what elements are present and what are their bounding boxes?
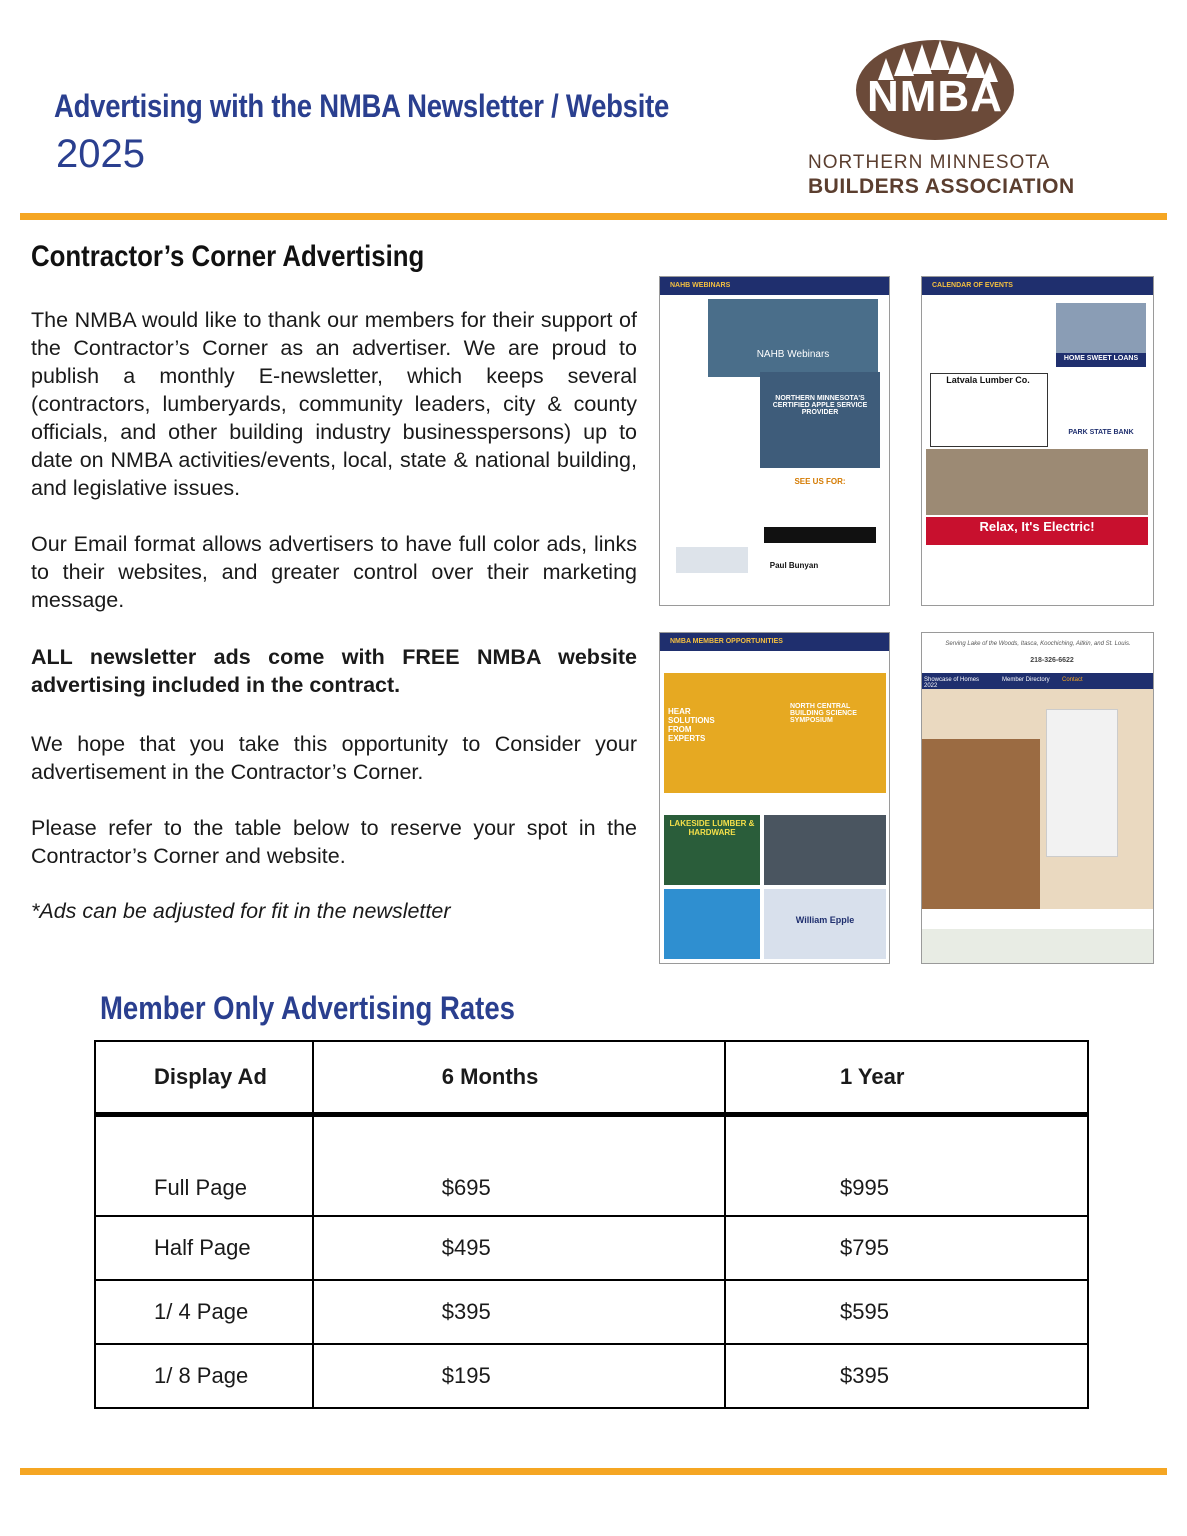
rates-title: Member Only Advertising Rates <box>100 990 515 1026</box>
row-6-month-price: $395 <box>313 1280 725 1344</box>
thumb-phone: 218-326-6622 <box>1030 657 1074 664</box>
thumb-nav-showcase: Showcase of Homes 2022 <box>924 677 980 689</box>
thumb-photo-label: NAHB Webinars <box>756 349 830 360</box>
row-ad-size: Half Page <box>95 1216 313 1280</box>
consider-paragraph: We hope that you take this opportunity to Consider your advertisement in the Contractor’s Corner. <box>31 732 637 784</box>
fit-note: *Ads can be adjusted for fit in the newsletter <box>31 899 451 923</box>
newsletter-thumbnail-webinars <box>659 276 890 606</box>
rates-header-row <box>95 1041 1088 1115</box>
thumb-header: NAHB WEBINARS <box>660 277 889 295</box>
free-website-paragraph: ALL newsletter ads come with FREE NMBA website advertising included in the contract. <box>31 645 637 697</box>
thumb-ad-text-3: Paul Bunyan <box>769 561 819 570</box>
row-1-year-price: $595 <box>725 1280 1088 1344</box>
thumb-bank-label: PARK STATE BANK <box>1068 429 1134 436</box>
website-thumbnail <box>921 632 1154 964</box>
top-divider <box>20 213 1167 220</box>
nmba-logo <box>800 34 1100 204</box>
table-row <box>95 1115 1088 1217</box>
table-row <box>95 1344 1088 1408</box>
thumb-insurance-ad <box>664 889 760 959</box>
newsletter-thumbnail-opportunities <box>659 632 890 964</box>
thumb-screenshot <box>676 547 748 573</box>
header-1-year: 1 Year <box>725 1041 1088 1115</box>
logo-line-1: NORTHERN MINNESOTA <box>808 152 1051 173</box>
intro-paragraph: The NMBA would like to thank our members for their support of the Contractor’s Corner as an advertiser. We are proud to publish a monthly E-newsletter, which keeps several (contractors, lumberyards, community leaders, city & county officials, and other building industry businesspersons) up to date on NMBA activities/events, local, state & national building, and legislative issues. <box>31 308 637 500</box>
page-year: 2025 <box>56 132 145 176</box>
row-1-year-price: $795 <box>725 1216 1088 1280</box>
thumb-service-ad <box>764 815 886 885</box>
thumb-lakeside-title: LAKESIDE LUMBER & HARDWARE <box>669 819 755 837</box>
format-paragraph: Our Email format allows advertisers to have full color ads, links to their websites, and greater control over their marketing message. <box>31 532 637 612</box>
thumb-photo <box>708 299 878 377</box>
logo-mark: NMBA <box>867 72 1003 121</box>
row-1-year-price: $995 <box>725 1115 1088 1217</box>
row-ad-size: 1/ 8 Page <box>95 1344 313 1408</box>
table-row <box>95 1216 1088 1280</box>
thumb-lumber-title: Latvala Lumber Co. <box>946 375 1030 385</box>
thumb-serving-text: Serving Lake of the Woods, Itasca, Koochiching, Aitkin, and St. Louis. <box>945 641 1131 647</box>
row-6-month-price: $495 <box>313 1216 725 1280</box>
thumb-electric-photo <box>926 449 1148 515</box>
header-display-ad: Display Ad <box>95 1041 313 1115</box>
thumb-nav-contact: Contact <box>1062 677 1083 683</box>
thumb-header: NMBA MEMBER OPPORTUNITIES <box>660 633 889 651</box>
thumb-sponsor-box <box>1046 709 1118 857</box>
refer-paragraph: Please refer to the table below to reserve your spot in the Contractor’s Corner and website. <box>31 816 637 868</box>
thumb-window-photo <box>922 739 1040 909</box>
bottom-divider <box>20 1468 1167 1475</box>
thumb-header: CALENDAR OF EVENTS <box>922 277 1153 295</box>
row-ad-size: Full Page <box>95 1115 313 1217</box>
logo-oval <box>856 40 1014 140</box>
page-title: Advertising with the NMBA Newsletter / Website <box>54 88 670 124</box>
thumb-symposium-title: NORTH CENTRAL BUILDING SCIENCE SYMPOSIUM <box>790 703 857 724</box>
thumb-ad-bar <box>764 527 876 543</box>
row-ad-size: 1/ 4 Page <box>95 1280 313 1344</box>
thumb-electric-label: Relax, It's Electric! <box>979 519 1095 534</box>
header-6-months: 6 Months <box>313 1041 725 1115</box>
thumb-map <box>922 929 1153 963</box>
row-6-month-price: $195 <box>313 1344 725 1408</box>
thumb-ad-photo <box>760 372 880 468</box>
row-6-month-price: $695 <box>313 1115 725 1217</box>
rates-table <box>94 1040 1089 1409</box>
section-title: Contractor’s Corner Advertising <box>31 240 425 273</box>
table-row <box>95 1280 1088 1344</box>
thumb-epple-label: William Epple <box>795 915 855 925</box>
logo-line-2: BUILDERS ASSOCIATION <box>808 175 1075 198</box>
thumb-nav-directory: Member Directory <box>1002 677 1050 683</box>
newsletter-thumbnail-calendar <box>921 276 1154 606</box>
thumb-loan-label: HOME SWEET LOANS <box>1063 355 1139 362</box>
row-1-year-price: $395 <box>725 1344 1088 1408</box>
thumb-ad-text: NORTHERN MINNESOTA'S CERTIFIED APPLE SERVICE PROVIDER <box>772 395 868 416</box>
thumb-experts-label: HEAR SOLUTIONS FROM EXPERTS <box>668 707 715 743</box>
thumb-ad-text-2: SEE US FOR: <box>794 477 846 486</box>
